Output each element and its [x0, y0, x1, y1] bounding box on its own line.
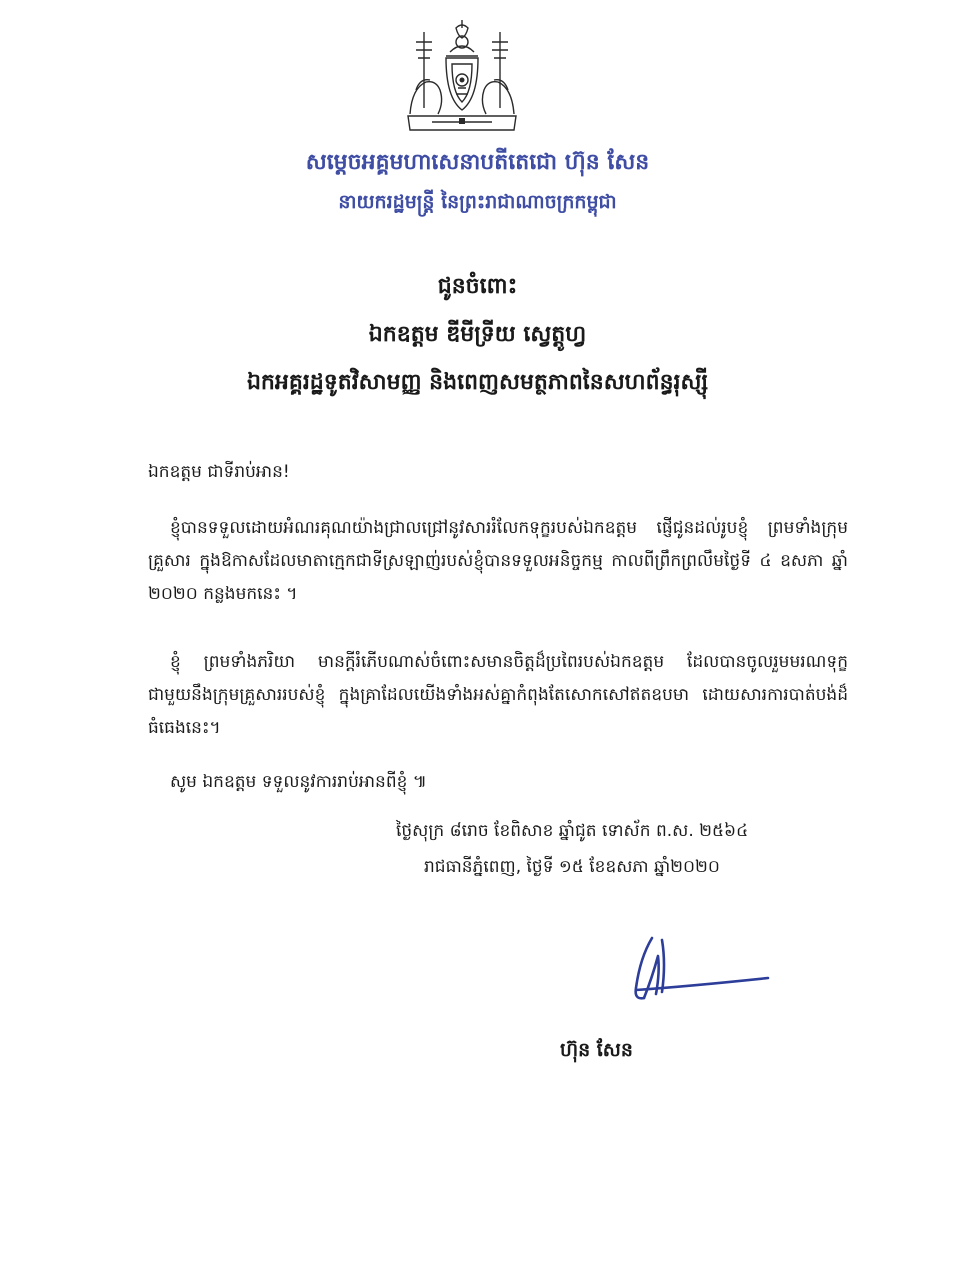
sender-position: នាយករដ្ឋមន្ត្រី នៃព្រះរាជាណាចក្រកម្ពុជា [338, 191, 617, 213]
greeting: ឯកឧត្តម ជាទីរាប់អាន! [148, 462, 290, 482]
addressee-name: ឯកឧត្តម ឌីមីទ្រីយ ស្វេត្តូហ្វ [368, 322, 587, 347]
to-label: ជូនចំពោះ [437, 274, 518, 299]
sender-title: សម្តេចអគ្គមហាសេនាបតីតេជោ ហ៊ុន សែន [305, 150, 650, 175]
body-paragraph-2: ខ្ញុំ ព្រមទាំងភរិយា មានក្តីរំភើបណាស់ចំពោះសមានចិត្តដ៏ប្រពៃរបស់ឯកឧត្តម ដែលបានចូលរួមមរណទុក្ខជាមួយនឹងក្រុមគ្រួសាររបស់ខ្ញុំ ក្នុងគ្រាដែលយើងទាំងអស់គ្នាកំពុងតែសោកសៅឥតឧបមា ដោយសារការបាត់បង់ដ៏ធំធេងនេះ។ [148, 652, 848, 738]
body-paragraph-1: ខ្ញុំបានទទួលដោយអំណរគុណយ៉ាងជ្រាលជ្រៅនូវសាររំលែកទុក្ខរបស់ឯកឧត្តម ផ្ញើជូនដល់រូបខ្ញុំ ព្រមទាំងក្រុមគ្រួសារ ក្នុងឱកាសដែលមាតាក្មេកជាទីស្រឡាញ់របស់ខ្ញុំបានទទួលអនិច្ចកម្ម កាលពីព្រឹកព្រលឹមថ្ងៃទី ៤ ឧសភា ឆ្នាំ ២០២០ កន្លងមកនេះ ។ [148, 518, 848, 604]
handwritten-signature [622, 928, 772, 1018]
place-and-date: រាជធានីភ្នំពេញ, ថ្ងៃទី ១៥ ខែឧសភា ឆ្នាំ២០២០ [424, 857, 720, 877]
closing-line: សូម ឯកឧត្តម ទទួលនូវការរាប់អានពីខ្ញុំ ៕ [170, 772, 427, 792]
signatory-name: ហ៊ុន សែន [560, 1039, 633, 1061]
lunar-date: ថ្ងៃសុក្រ ៨រោច ខែពិសាខ ឆ្នាំជូត ទោស័ក ព.ស. ២៥៦៤ [396, 821, 749, 841]
royal-coat-of-arms-emblem [402, 18, 522, 136]
addressee-position: ឯកអគ្គរដ្ឋទូតវិសាមញ្ញ និងពេញសមត្ថភាពនៃសហព័ន្ធរុស្ស៊ី [246, 370, 709, 395]
